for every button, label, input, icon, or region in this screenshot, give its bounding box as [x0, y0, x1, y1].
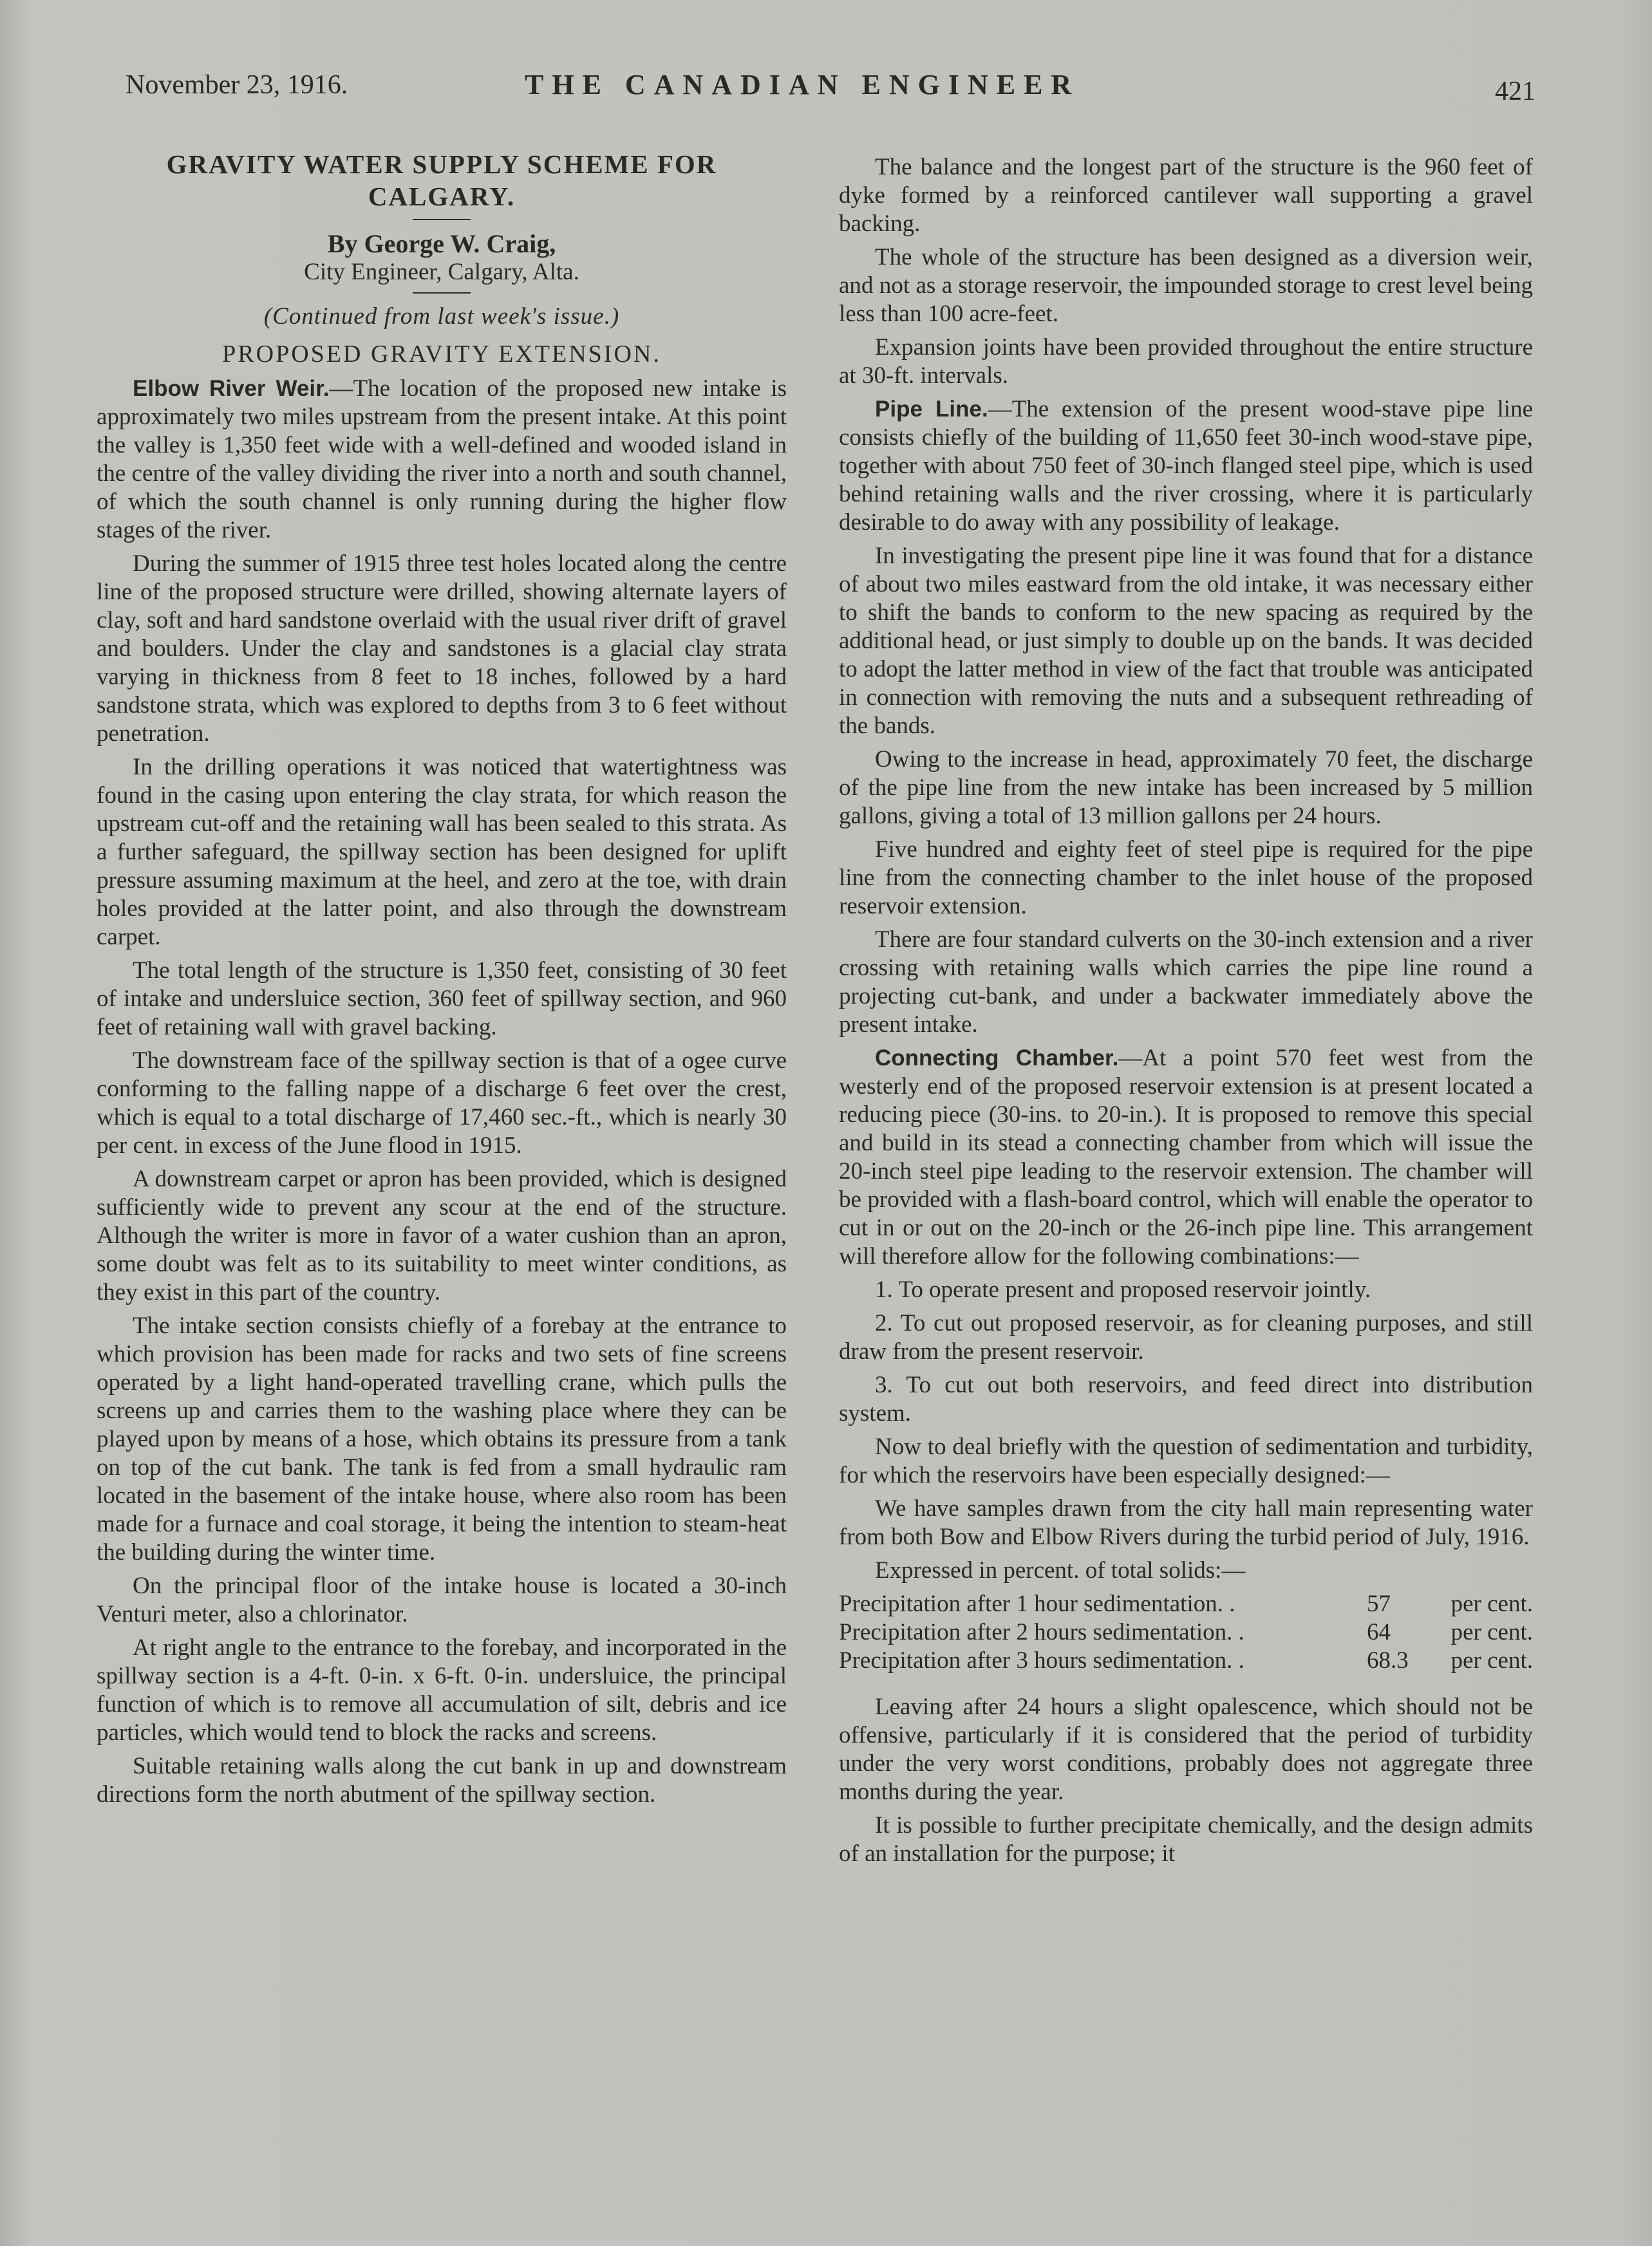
paragraph: The intake section consists chiefly of a forebay at the entrance to which provision has been made for racks and two sets of fine screens operated by a light hand-operated travelling crane, which pulls the screens up and carries them to the washing place where they can be played upon by means of a hose, which obtains its pressure from a tank on top of the cut bank. The tank is fed from a small hydraulic ram located in the basement of the intake house, where also room has been made for a furnace and coal storage, it being the intention to steam-heat the building during the winter time.	[97, 1313, 787, 1566]
paragraph: The total length of the structure is 1,350 feet, consisting of 30 feet of intake and undersluice section, 360 feet of spillway section, and 960 feet of retaining wall with gravel backing.	[97, 957, 787, 1040]
list-item: 2. To cut out proposed reservoir, as for cleaning purposes, and still draw from the present reservoir.	[839, 1310, 1533, 1365]
journal-title: THE CANADIAN ENGINEER	[525, 69, 1080, 100]
row-label: Precipitation after 2 hours sedimentation. .	[839, 1619, 1244, 1645]
row-value: 64	[1367, 1619, 1391, 1645]
byline-rule	[413, 292, 471, 294]
page-number: 421	[1495, 77, 1535, 106]
list-item: 1. To operate present and proposed reservoir jointly.	[875, 1277, 1371, 1303]
left-column	[97, 148, 787, 1814]
run-in-heading: Connecting Chamber.	[875, 1045, 1119, 1071]
paragraph	[839, 395, 1533, 537]
right-column	[839, 153, 1533, 1873]
article-title: GRAVITY WATER SUPPLY SCHEME FOR CALGARY.	[166, 149, 717, 211]
running-header	[126, 70, 1535, 115]
paragraph: There are four standard culverts on the 30-inch extension and a river crossing with retaining walls which carries the pipe line round a projecting cut-bank, and under a backwater immediately above the present intake.	[839, 926, 1533, 1038]
row-label: Precipitation after 3 hours sedimentation. .	[839, 1647, 1244, 1674]
paragraph: On the principal floor of the intake house is located a 30-inch Venturi meter, also a chlorinator.	[97, 1573, 787, 1627]
sedimentation-table	[839, 1590, 1533, 1675]
row-value: 57	[1367, 1591, 1391, 1617]
issue-date: November 23, 1916.	[126, 70, 348, 100]
paragraph-text: —The extension of the present wood-stave pipe line consists chiefly of the building of 11,650 feet 30-inch wood-stave pipe, together with about 750 feet of 30-inch flanged steel pipe, which is used behind retaining walls and the river crossing, where it is particularly desirable to do away with any possibility of leakage.	[839, 396, 1533, 536]
run-in-heading: Elbow River Weir.	[133, 376, 330, 401]
paragraph: Expansion joints have been provided throughout the entire structure at 30-ft. intervals.	[839, 334, 1533, 389]
list-item: 3. To cut out both reservoirs, and feed direct into distribution system.	[839, 1372, 1533, 1427]
run-in-heading: Pipe Line.	[875, 397, 988, 422]
paragraph: Leaving after 24 hours a slight opalescence, which should not be offensive, particularly if it is considered that the period of turbidity under the very worst conditions, probably does not aggregate three months during the year.	[839, 1694, 1533, 1805]
row-label: Precipitation after 1 hour sedimentation. .	[839, 1591, 1235, 1617]
row-unit: per cent.	[1450, 1647, 1533, 1674]
paragraph: Now to deal briefly with the question of sedimentation and turbidity, for which the reservoirs have been especially designed:—	[839, 1434, 1533, 1488]
paragraph: In investigating the present pipe line it was found that for a distance of about two miles eastward from the old intake, it was necessary either to shift the bands to conform to the new spacing as required by the additional head, or just simply to double up on the bands. It was decided to adopt the latter method in view of the fact that trouble was anticipated in connection with removing the nuts and a subsequent rethreading of the bands.	[839, 543, 1533, 739]
table-row	[839, 1590, 1533, 1618]
paragraph: Expressed in percent. of total solids:—	[875, 1557, 1246, 1584]
paragraph: Suitable retaining walls along the cut bank in up and downstream directions form the north abutment of the spillway section.	[97, 1753, 787, 1808]
paragraph: The whole of the structure has been designed as a diversion weir, and not as a storage reservoir, the impounded storage to crest level being less than 100 acre-feet.	[839, 244, 1533, 327]
paragraph: A downstream carpet or apron has been provided, which is designed sufficiently wide to prevent any scour at the end of the structure. Although the writer is more in favor of a water cushion than an apron, some doubt was felt as to its suitability to meet winter conditions, as they exist in this part of the country.	[97, 1166, 787, 1305]
paragraph	[839, 1044, 1533, 1271]
paragraph-text: —The location of the proposed new intake is approximately two miles upstream from the present intake. At this point the valley is 1,350 feet wide with a well-defined and wooded island in the centre of the valley dividing the river into a north and south channel, of which the south channel is only running during the higher flow stages of the river.	[97, 375, 787, 543]
paragraph: Owing to the increase in head, approximately 70 feet, the discharge of the pipe line from the new intake has been increased by 5 million gallons, giving a total of 13 million gallons per 24 hours.	[839, 746, 1533, 829]
paragraph: The balance and the longest part of the structure is the 960 feet of dyke formed by a reinforced cantilever wall supporting a gravel backing.	[839, 154, 1533, 237]
paragraph: It is possible to further precipitate chemically, and the design admits of an installation for the purpose; it	[839, 1812, 1533, 1867]
title-rule	[413, 219, 471, 220]
row-unit: per cent.	[1450, 1591, 1533, 1617]
table-row	[839, 1647, 1533, 1675]
table-row	[839, 1618, 1533, 1647]
continued-note: (Continued from last week's issue.)	[263, 303, 620, 330]
paragraph: The downstream face of the spillway section is that of a ogee curve conforming to the falling nappe of a discharge 6 feet over the crest, which is equal to a total discharge of 17,460 sec.-ft., which is nearly 30 per cent. in excess of the June flood in 1915.	[97, 1047, 787, 1159]
row-value: 68.3	[1367, 1647, 1409, 1674]
paragraph: We have samples drawn from the city hall main representing water from both Bow and Elbow Rivers during the turbid period of July, 1916.	[839, 1495, 1533, 1550]
section-heading: PROPOSED GRAVITY EXTENSION.	[222, 341, 661, 368]
row-unit: per cent.	[1450, 1619, 1533, 1645]
author-title: City Engineer, Calgary, Alta.	[304, 259, 579, 285]
paragraph-text: —At a point 570 feet west from the westerly end of the proposed reservoir extension is at present located a reducing piece (30-ins. to 20-in.). It is proposed to remove this special and build in its stead a connecting chamber from which will issue the 20-inch steel pipe leading to the reservoir extension. The chamber will be provided with a flash-board control, which will enable the operator to cut in or out on the 20-inch or the 26-inch pipe line. This arrangement will therefore allow for the following combinations:—	[839, 1045, 1533, 1269]
paragraph: In the drilling operations it was noticed that watertightness was found in the casing upon entering the clay strata, for which reason the upstream cut-off and the retaining wall has been sealed to this strata. As a further safeguard, the spillway section has been designed for uplift pressure assuming maximum at the heel, and zero at the toe, with drain holes provided at the latter point, and also through the downstream carpet.	[97, 754, 787, 950]
paragraph: At right angle to the entrance to the forebay, and incorporated in the spillway section is a 4-ft. 0-in. x 6-ft. 0-in. undersluice, the principal function of which is to remove all accumulation of silt, debris and ice particles, which would tend to block the racks and screens.	[97, 1634, 787, 1746]
byline: By George W. Craig,	[327, 229, 556, 258]
paragraph	[97, 375, 787, 545]
paragraph: During the summer of 1915 three test holes located along the centre line of the proposed structure were drilled, showing alternate layers of clay, soft and hard sandstone overlaid with the usual river drift of gravel and boulders. Under the clay and sandstones is a glacial clay strata varying in thickness from 8 feet to 18 inches, followed by a hard sandstone strata, which was explored to depths from 3 to 6 feet without penetration.	[97, 550, 787, 747]
paragraph: Five hundred and eighty feet of steel pipe is required for the pipe line from the connecting chamber to the inlet house of the proposed reservoir extension.	[839, 836, 1533, 919]
